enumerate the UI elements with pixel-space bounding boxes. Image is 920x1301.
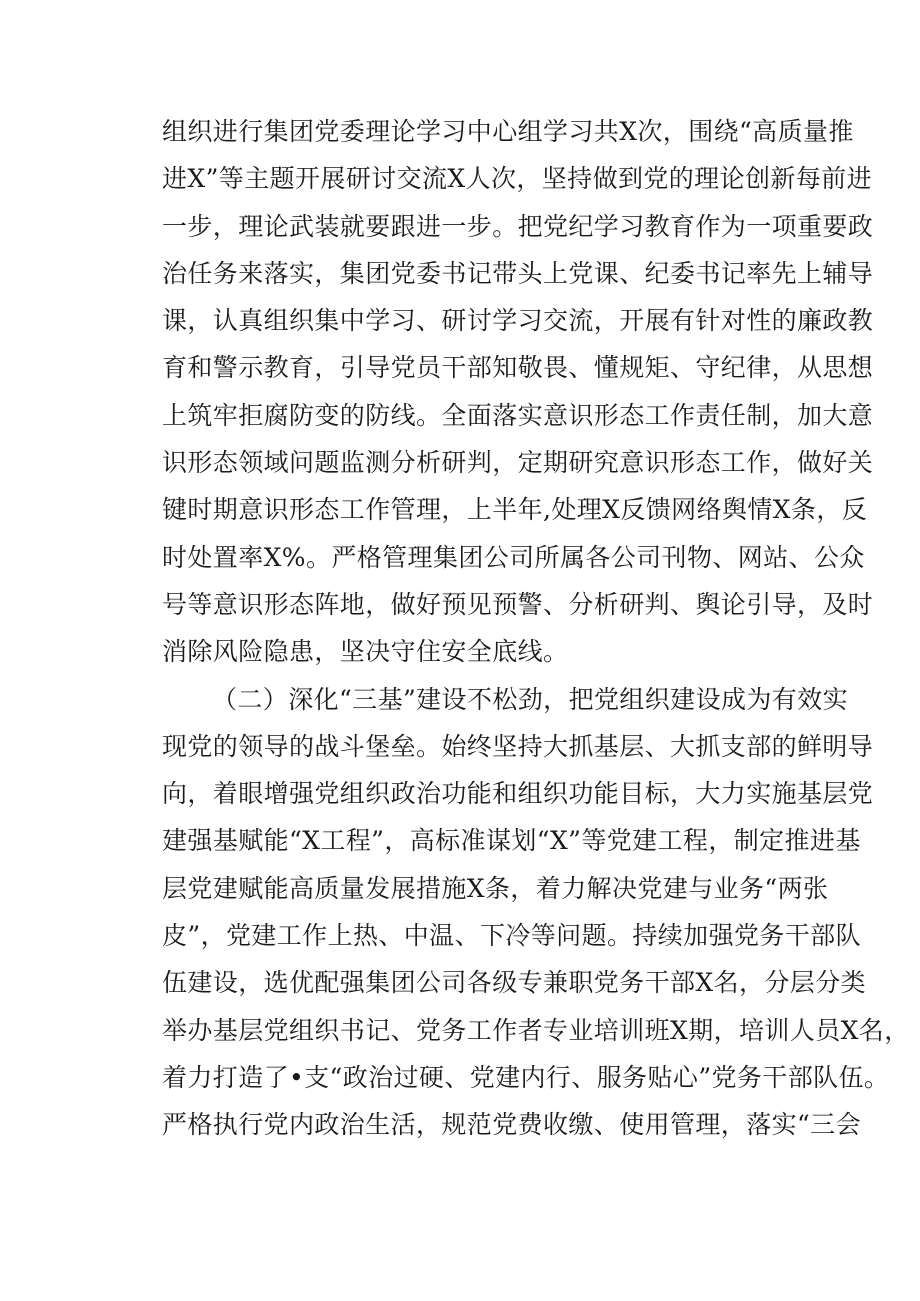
text-line: 严格执行党内政治生活，规范党费收缴、使用管理，落实“三会 [162, 1110, 861, 1140]
text-line: 育和警示教育，引导党员干部知敬畏、懂规矩、守纪律，从思想 [162, 353, 874, 383]
text-line: 现党的领导的战斗堡垒。始终坚持大抓基层、大抓支部的鲜明导 [162, 731, 874, 761]
document-body [162, 108, 910, 1149]
text-line: 识形态领域问题监测分析研判，定期研究意识形态工作，做好关 [162, 448, 874, 478]
paragraph-end-line: 消除风险隐患，坚决守住安全底线。 [162, 637, 569, 667]
text-line: 伍建设，选优配强集团公司各级专兼职党务干部X名，分层分类 [162, 968, 867, 998]
text-line: 层党建赋能高质量发展措施X条，着力解决党建与业务“两张 [162, 873, 829, 903]
text-line: 上筑牢拒腐防变的防线。全面落实意识形态工作责任制，加大意 [162, 400, 874, 430]
section-heading-line: （二）深化“三基”建设不松劲，把党组织建设成为有效实 [212, 684, 848, 714]
text-line: 课，认真组织集中学习、研讨学习交流，开展有针对性的廉政教 [162, 306, 874, 336]
text-line: 键时期意识形态工作管理，上半年,处理X反馈网络舆情X条，反 [162, 495, 868, 525]
text-line: 举办基层党组织书记、党务工作者专业培训班X期，培训人员X名， [162, 1015, 910, 1045]
text-line: 号等意识形态阵地，做好预见预警、分析研判、舆论引导，及时 [162, 589, 874, 619]
text-line: 时处置率X%。严格管理集团公司所属各公司刊物、网站、公众 [162, 542, 865, 572]
text-line: 组织进行集团党委理论学习中心组学习共X次，围绕“高质量推 [162, 117, 854, 146]
text-line: 治任务来落实，集团党委书记带头上党课、纪委书记率先上辅导 [162, 258, 874, 288]
text-line: 建强基赋能“X工程”，高标准谋划“X”等党建工程，制定推进基 [162, 826, 861, 856]
text-line: 进X”等主题开展研讨交流X人次，坚持做到党的理论创新每前进 [162, 164, 872, 194]
text-line: 向，着眼增强党组织政治功能和组织功能目标，大力实施基层党 [162, 779, 874, 809]
text-line: 着力打造了•支“政治过硬、党建内行、服务贴心”党务干部队伍。 [162, 1062, 890, 1092]
text-line: 一步，理论武装就要跟进一步。把党纪学习教育作为一项重要政 [162, 211, 874, 241]
text-line: 皮”，党建工作上热、中温、下冷等问题。持续加强党务干部队 [162, 921, 861, 951]
